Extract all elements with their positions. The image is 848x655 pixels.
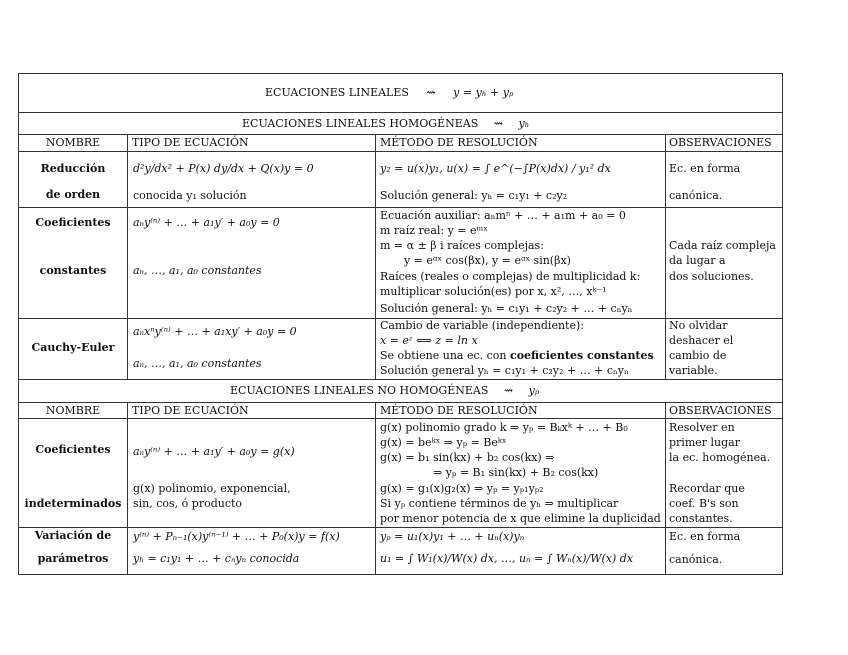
rule	[19, 418, 782, 419]
observation-line: deshacer el	[669, 334, 734, 347]
row-name: Coeficientes	[35, 443, 111, 456]
row-name: constantes	[39, 264, 107, 277]
rule	[127, 134, 128, 379]
equation-type: aₙy⁽ⁿ⁾ + … + a₁y′ + a₀y = g(x)	[133, 445, 295, 458]
method-line: g(x) = g₁(x)g₂(x) ⇒ yₚ = yₚ₁yₚ₂	[380, 482, 544, 495]
row-name: Reducción	[40, 162, 106, 175]
observation-line: la ec. homogénea.	[669, 451, 771, 464]
rule	[19, 379, 782, 380]
header-observaciones: OBSERVACIONES	[669, 404, 772, 417]
method-line: Solución general yₕ = c₁y₁ + c₂y₂ + … + cₙyₙ	[380, 364, 629, 377]
observation-line: Ec. en forma	[669, 162, 741, 175]
method-line: Si yₚ contiene términos de yₕ ⇒ multiplicar	[380, 497, 619, 510]
method-line: y = eᵅˣ cos(βx), y = eᵅˣ sin(βx)	[404, 254, 571, 267]
row-name: Variación de	[34, 529, 112, 542]
header-metodo: MÉTODO DE RESOLUCIÓN	[380, 404, 538, 417]
header-tipo: TIPO DE ECUACIÓN	[132, 136, 249, 149]
equation-condition: sin, cos, ó producto	[133, 497, 243, 510]
method-line: por menor potencia de x que elimine la duplicidad	[380, 512, 661, 525]
equation-type: aₙy⁽ⁿ⁾ + … + a₁y′ + a₀y = 0	[133, 216, 280, 229]
homogeneous-title-formula: yₕ	[518, 117, 530, 130]
method-line: Ecuación auxiliar: aₙmⁿ + … + a₁m + a₀ = 0	[380, 209, 626, 222]
row-name: parámetros	[37, 552, 109, 565]
rule	[19, 151, 782, 152]
header-metodo: MÉTODO DE RESOLUCIÓN	[380, 136, 538, 149]
nonhomogeneous-title-formula: yₚ	[528, 384, 540, 397]
rule	[127, 402, 128, 575]
equation-condition: aₙ, …, a₁, a₀ constantes	[133, 357, 262, 370]
header-observaciones: OBSERVACIONES	[669, 136, 772, 149]
method-emphasis: coeficientes constantes	[510, 349, 654, 362]
observation-line: coef. B's son	[669, 497, 739, 510]
leads-to-icon: ⇝	[426, 86, 436, 99]
row-name: de orden	[45, 188, 101, 201]
nonhomogeneous-title	[230, 384, 539, 398]
rule	[665, 402, 666, 575]
rule	[665, 134, 666, 379]
observation-line: Resolver en	[669, 421, 735, 434]
method-line: g(x) polinomio grado k ⇒ yₚ = Bₖxᵏ + … + B₀	[380, 421, 628, 434]
method-line: g(x) = beᵏˣ ⇒ yₚ = Beᵏˣ	[380, 436, 507, 449]
row-name: Coeficientes	[35, 216, 111, 229]
equation-condition: conocida y₁ solución	[133, 189, 247, 202]
header-nombre: NOMBRE	[45, 404, 101, 417]
method-line: Solución general: yₕ = c₁y₁ + c₂y₂	[380, 189, 568, 202]
equation-condition: aₙ, …, a₁, a₀ constantes	[133, 264, 262, 277]
method-line: Solución general: yₕ = c₁y₁ + c₂y₂ + … + cₙyₙ	[380, 302, 633, 315]
method-text: Se obtiene una ec. con	[380, 349, 510, 362]
equation-condition: yₕ = c₁y₁ + … + cₙyₙ conocida	[133, 552, 300, 565]
method-line: Raíces (reales o complejas) de multiplicidad k:	[380, 270, 641, 283]
equation-type: y⁽ⁿ⁾ + Pₙ₋₁(x)y⁽ⁿ⁻¹⁾ + … + P₀(x)y = f(x)	[133, 530, 340, 543]
observation-line: canónica.	[669, 189, 723, 202]
observation-line: No olvidar	[669, 319, 728, 332]
observation-line: variable.	[669, 364, 718, 377]
observation-line: canónica.	[669, 553, 723, 566]
method-line: u₁ = ∫ W₁(x)/W(x) dx, …, uₙ = ∫ Wₙ(x)/W(x) dx	[380, 552, 634, 565]
row-name: Cauchy-Euler	[31, 341, 115, 354]
method-line: Cambio de variable (independiente):	[380, 319, 584, 332]
observation-line: dos soluciones.	[669, 270, 754, 283]
rule	[375, 134, 376, 379]
method-line: g(x) = b₁ sin(kx) + b₂ cos(kx) ⇒	[380, 451, 555, 464]
method-line: multiplicar solución(es) por x, x², …, xᵏ⁻¹	[380, 285, 607, 298]
method-line: ⇒ yₚ = B₁ sin(kx) + B₂ cos(kx)	[433, 466, 599, 479]
method-line: x = eᶻ ⟺ z = ln x	[380, 334, 478, 347]
leads-to-icon: ⇝	[503, 384, 514, 397]
header-nombre: NOMBRE	[45, 136, 101, 149]
leads-to-icon: ⇝	[493, 117, 503, 130]
rule	[375, 402, 376, 575]
rule	[19, 402, 782, 403]
observation-line: primer lugar	[669, 436, 740, 449]
method-line: yₚ = u₁(x)y₁ + … + uₙ(x)yₙ	[380, 530, 525, 543]
main-title-formula: y = yₕ + yₚ	[453, 86, 514, 99]
homogeneous-title-text: ECUACIONES LINEALES HOMOGÉNEAS	[242, 117, 479, 130]
main-title	[265, 86, 513, 100]
observation-line: Recordar que	[669, 482, 745, 495]
observation-line: Cada raíz compleja	[669, 239, 776, 252]
rule	[19, 134, 782, 135]
observation-line: Ec. en forma	[669, 530, 741, 543]
equation-type: d²y/dx² + P(x) dy/dx + Q(x)y = 0	[133, 162, 314, 175]
rule	[19, 112, 782, 113]
method-line: m = α ± β i raíces complejas:	[380, 239, 544, 252]
rule	[19, 207, 782, 208]
equations-table	[18, 73, 783, 575]
method-line	[380, 349, 654, 363]
method-line: m raíz real: y = eᵐˣ	[380, 224, 488, 237]
row-name: indeterminados	[24, 497, 122, 510]
observation-line: constantes.	[669, 512, 733, 525]
equation-condition: g(x) polinomio, exponencial,	[133, 482, 291, 495]
observation-line: da lugar a	[669, 254, 726, 267]
main-title-text: ECUACIONES LINEALES	[265, 86, 409, 99]
homogeneous-title	[242, 117, 529, 131]
header-tipo: TIPO DE ECUACIÓN	[132, 404, 249, 417]
method-line: y₂ = u(x)y₁, u(x) = ∫ e^(−∫P(x)dx) / y₁² dx	[380, 162, 611, 175]
rule	[19, 527, 782, 528]
nonhomogeneous-title-text: ECUACIONES LINEALES NO HOMOGÉNEAS	[230, 384, 489, 397]
equation-type: aₙxⁿy⁽ⁿ⁾ + … + a₁xy′ + a₀y = 0	[133, 325, 297, 338]
observation-line: cambio de	[669, 349, 727, 362]
